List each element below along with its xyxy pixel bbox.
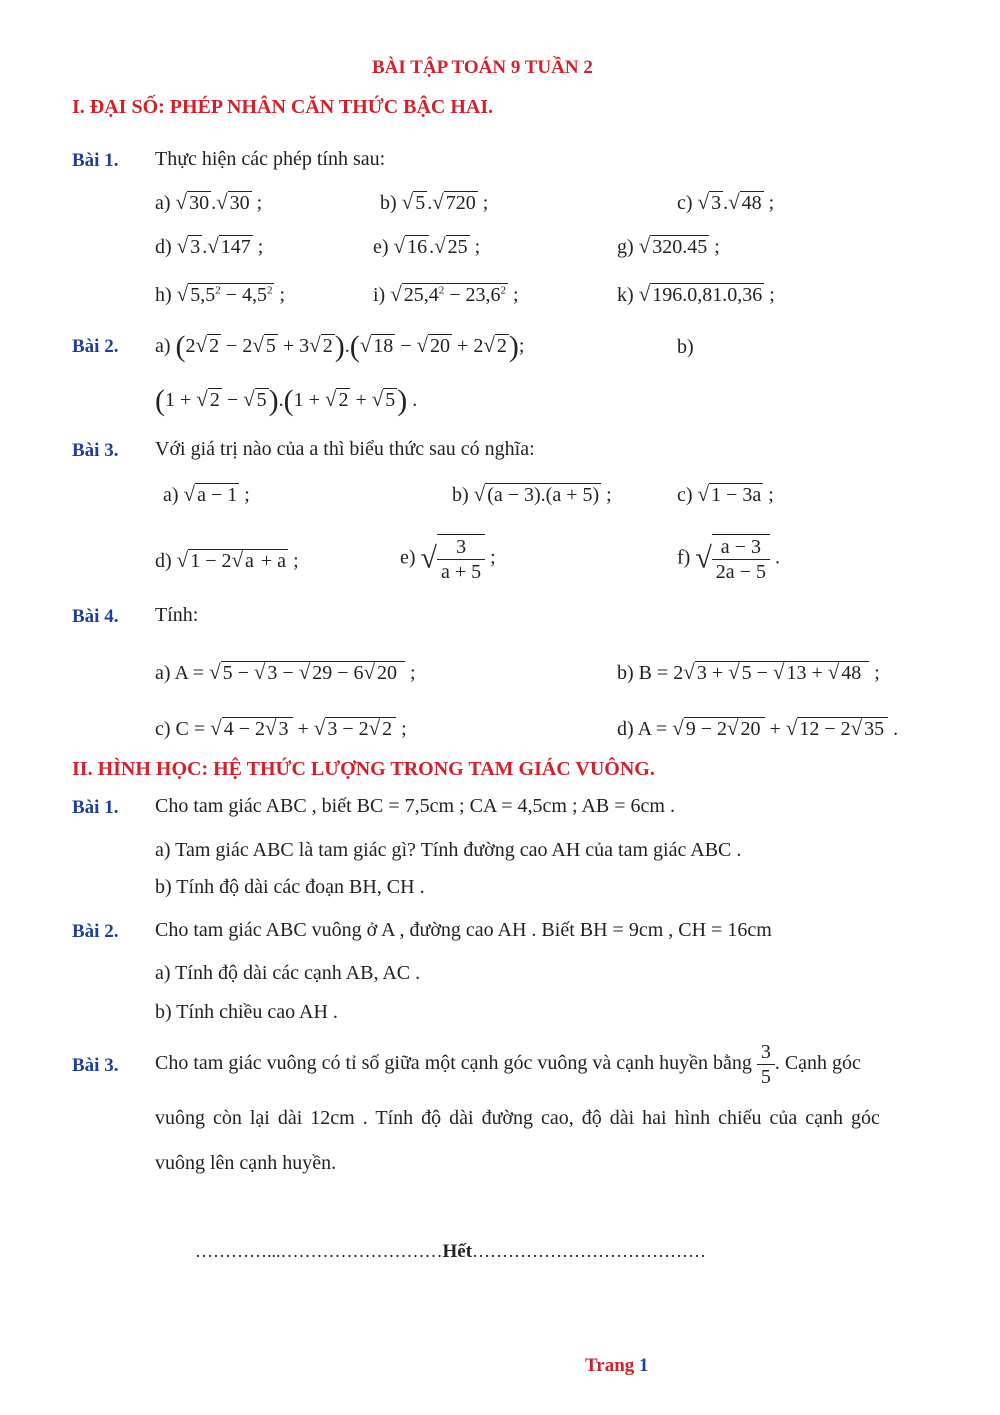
item-label: c): [155, 718, 171, 740]
item-label: d): [617, 718, 634, 740]
exercise-prompt: Cho tam giác ABC , biết BC = 7,5cm ; CA = 4,5cm ; AB = 6cm .: [155, 795, 675, 817]
item-label: a): [155, 192, 171, 214]
prompt-text: . Cạnh góc: [774, 1052, 861, 1075]
exercise-prompt: Thực hiện các phép tính sau:: [155, 148, 386, 170]
math-item: c) √ 3 .√ 48 ;: [677, 190, 774, 215]
prompt-text: Cho tam giác vuông có tỉ số giữa một cạnh góc vuông và cạnh huyền bằng: [155, 1052, 752, 1075]
math-item: d) √ 3 .√ 147 ;: [155, 234, 263, 259]
math-item: g) √ 320.45 ;: [617, 234, 720, 259]
fraction-denominator: 5: [760, 1066, 771, 1088]
item-label: e): [373, 236, 389, 258]
exercise-label: Bài 3.: [72, 440, 119, 461]
math-item: h) √ $5,5^2 - 4,5^2$ ;: [155, 282, 285, 307]
item-label: a): [155, 662, 171, 684]
exercise-prompt: Với giá trị nào của a thì biểu thức sau có nghĩa:: [155, 438, 535, 460]
math-item: a) √ a − 1 ;: [163, 482, 250, 507]
item-label: b): [452, 484, 469, 506]
item-label: f): [677, 546, 691, 569]
math-item: e) √ 16 .√ 25 ;: [373, 234, 480, 259]
exercise-text: vuông lên cạnh huyền.: [155, 1152, 337, 1174]
page-num: 1: [639, 1355, 649, 1376]
page-title: BÀI TẬP TOÁN 9 TUẦN 2: [372, 57, 593, 78]
section-heading-geometry: II. HÌNH HỌC: HỆ THỨC LƯỢNG TRONG TAM GIÁC VUÔNG.: [72, 758, 655, 780]
math-item: b) √ (a − 3).(a + 5) ;: [452, 482, 612, 507]
exercise-subitem: a) Tam giác ABC là tam giác gì? Tính đường cao AH của tam giác ABC .: [155, 839, 742, 861]
math-item: b) B = 2√ 3 + √ 5 − √ 13 + √ 48 ;: [617, 660, 880, 685]
item-label: g): [617, 236, 634, 258]
math-item: f) √ $\frac{a - 3}{2a - 5}$ .: [677, 536, 780, 583]
exercise-text: vuông còn lại dài 12cm . Tính độ dài đường cao, độ dài hai hình chiếu của cạnh góc: [155, 1107, 880, 1129]
item-label: c): [677, 192, 693, 214]
dots-left: …………...………………………: [195, 1241, 443, 1261]
math-item: c) √ 1 − 3a ;: [677, 482, 774, 507]
exercise-prompt: Tính:: [155, 604, 199, 626]
dots-right: …………………………………: [472, 1241, 707, 1261]
fraction: [757, 1040, 775, 1089]
exercise-label: Bài 3.: [72, 1055, 119, 1076]
math-item: a) A = √ 5 − √ 3 − √ 29 − 6√ 20 ;: [155, 660, 416, 685]
end-word: Hết: [442, 1241, 473, 1262]
page-number: [585, 1355, 649, 1377]
math-item: c) C = √ 4 − 2√ 3 + √ 3 − 2√ 2 ;: [155, 716, 407, 741]
item-label: b): [617, 662, 634, 684]
item-label: e): [400, 546, 416, 569]
math-item: i) √ $25,4^2 - 23,6^2$ ;: [373, 282, 519, 307]
math-item: (1 + √ 2 − √ 5).(1 + √ 2 + √ 5) .: [155, 384, 417, 418]
item-label: b): [380, 192, 397, 214]
math-item: a) √ 30 .√ 30 ;: [155, 190, 262, 215]
exercise-subitem: b) Tính chiều cao AH .: [155, 1001, 338, 1023]
exercise-label: Bài 2.: [72, 921, 119, 942]
fraction-numerator: 3: [757, 1040, 775, 1065]
item-label: k): [617, 284, 634, 306]
item-label: a): [155, 335, 171, 357]
math-item: a) (2√ 2 − 2√ 5 + 3√ 2).(√ 18 − √ 20 + 2√ 2);: [155, 330, 524, 364]
exercise-prompt: [155, 1040, 861, 1089]
exercise-label: Bài 2.: [72, 336, 119, 357]
exercise-subitem: b) Tính độ dài các đoạn BH, CH .: [155, 876, 425, 898]
item-label: c): [677, 484, 693, 506]
item-label: d): [155, 236, 172, 258]
exercise-label: Bài 4.: [72, 606, 119, 627]
math-item: e) √ $\frac{3}{a + 5}$ ;: [400, 536, 496, 583]
exercise-subitem: a) Tính độ dài các cạnh AB, AC .: [155, 962, 421, 984]
math-item: d) A = √ 9 − 2√ 20 + √ 12 − 2√ 35 .: [617, 716, 898, 741]
item-label: b): [677, 336, 694, 358]
item-label: d): [155, 550, 172, 572]
exercise-prompt: Cho tam giác ABC vuông ở A , đường cao AH . Biết BH = 9cm , CH = 16cm: [155, 919, 772, 941]
exercise-label: Bài 1.: [72, 150, 119, 171]
section-heading-algebra: I. ĐẠI SỐ: PHÉP NHÂN CĂN THỨC BẬC HAI.: [72, 96, 494, 118]
exercise-label: Bài 1.: [72, 797, 119, 818]
item-label: a): [163, 484, 179, 506]
end-marker: [195, 1240, 706, 1263]
item-label: i): [373, 284, 386, 306]
math-item: d) √ 1 − 2√ a + a ;: [155, 548, 299, 573]
item-label: h): [155, 284, 172, 306]
page-label: Trang: [585, 1355, 635, 1376]
math-item: k) √ 196.0,81.0,36 ;: [617, 282, 775, 307]
math-item: b) √ 5 .√ 720 ;: [380, 190, 488, 215]
